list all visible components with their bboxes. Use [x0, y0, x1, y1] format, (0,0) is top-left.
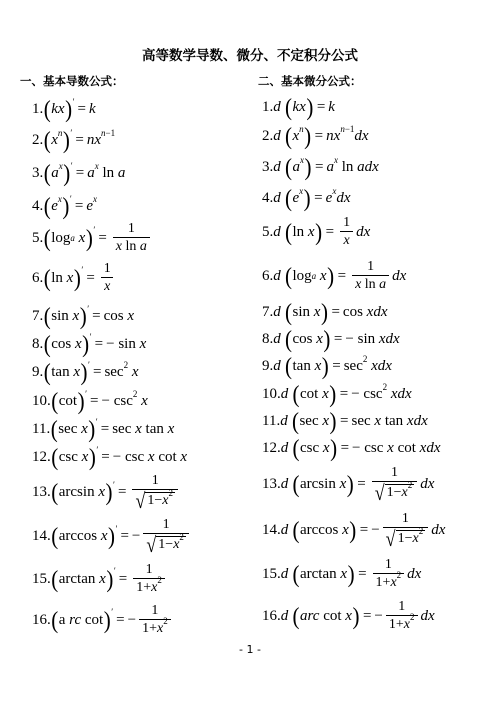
derivative-formula-14: 14. ( arccos x ) ′ = − 1 √ $1-x^2$ — [32, 518, 192, 555]
differential-formula-1: 1. d ( kx ) = k — [262, 93, 335, 121]
differential-formula-16: 16. d ( arc cot x ) = − $\frac{1}{1+x^2}$ dx — [262, 599, 435, 632]
formula-number: 10. — [262, 386, 281, 402]
derivative-formula-9: 9. ( tan x ) ′ = sec $^2$ x — [32, 358, 139, 386]
formula-number: 15. — [32, 570, 51, 587]
formula-number: 5. — [262, 223, 274, 240]
page-number: - 1 - — [239, 643, 261, 656]
differential-formula-5: 5. d ( ln x ) = $\frac{1}{x}$ dx — [262, 215, 371, 248]
formula-number: 12. — [262, 440, 281, 456]
derivative-formula-6: 6. ( ln x ) ′ = $\frac{1}{x}$ — [32, 262, 117, 294]
formula-number: 8. — [262, 331, 274, 347]
formula-number: 16. — [262, 607, 281, 624]
differential-formula-3: 3. d ( a $^x$ ) = a $^x$ ln adx — [262, 153, 379, 181]
differential-formula-6: 6. d ( log a x ) = $\frac{1}{\text{x ln a}}$ dx — [262, 259, 407, 292]
section-heading-differential: 二、基本微分公式： — [258, 74, 362, 88]
derivative-formula-10: 10. ( cot ) ′ = − csc $^2$ x — [32, 387, 148, 415]
section-heading-derivative: 一、基本导数公式： — [20, 74, 124, 88]
formula-number: 9. — [262, 358, 274, 374]
differential-formula-14: 14. d ( arccos x ) = − 1 √ $1-x^2$ dx — [262, 511, 446, 551]
formula-number: 9. — [32, 364, 44, 380]
formula-number: 2. — [262, 128, 274, 144]
formula-number: 12. — [32, 449, 51, 465]
differential-formula-4: 4. d ( e $^x$ ) = e $^x$ dx — [262, 184, 351, 212]
derivative-formula-7: 7. ( sin x ) ′ = cos x — [32, 302, 135, 330]
formula-number: 5. — [32, 229, 44, 246]
derivative-formula-16: 16. ( a rc cot ) ′ = − $\frac{1}{1+x^2}$ — [32, 604, 174, 636]
derivative-formula-12: 12. ( csc x ) ′ = − csc x cot x — [32, 443, 188, 471]
differential-formula-8: 8. d ( cos x ) = − sin xdx — [262, 325, 400, 353]
derivative-formula-1: 1. ( kx ) ′ = k — [32, 95, 96, 123]
formula-number: 3. — [262, 159, 274, 175]
differential-formula-7: 7. d ( sin x ) = cos xdx — [262, 298, 388, 326]
formula-number: 3. — [32, 165, 44, 181]
derivative-formula-8: 8. ( cos x ) ′ = − sin x — [32, 330, 147, 358]
formula-number: 14. — [262, 522, 281, 538]
differential-formula-15: 15. d ( arctan x ) = $\frac{1}{1+x^2}$ dx — [262, 557, 422, 590]
derivative-formula-5: 5. ( log a x ) ′ = $\frac{1}{\text{x ln a}}$ — [32, 222, 153, 254]
formula-number: 1. — [262, 99, 274, 115]
formula-number: 11. — [32, 421, 51, 437]
formula-number: 6. — [262, 267, 274, 284]
derivative-formula-13: 13. ( arcsin x ) ′ = 1 √ $1-x^2$ — [32, 474, 181, 511]
formula-number: 7. — [32, 308, 44, 324]
differential-formula-11: 11. d ( sec x ) = sec x tan xdx — [262, 407, 428, 435]
derivative-formula-3: 3. ( a $^x$ ) ′ = a $^x$ ln a — [32, 159, 126, 187]
formula-number: 14. — [32, 528, 51, 544]
formula-number: 11. — [262, 413, 281, 429]
formula-number: 4. — [262, 190, 274, 206]
formula-number: 7. — [262, 304, 274, 320]
derivative-formula-11: 11. ( sec x ) ′ = sec x tan x — [32, 415, 175, 443]
derivative-formula-4: 4. ( e $^x$ ) ′ = e $^x$ — [32, 192, 98, 220]
formula-number: 13. — [32, 484, 51, 500]
formula-number: 13. — [262, 476, 281, 492]
differential-formula-2: 2. d ( x $^n$ ) = nx $^{n -1}$ dx — [262, 122, 369, 150]
formula-number: 10. — [32, 393, 51, 409]
derivative-formula-15: 15. ( arctan x ) ′ = $\frac{1}{1+x^2}$ — [32, 563, 168, 595]
formula-number: 16. — [32, 611, 51, 628]
page-title: 高等数学导数、微分、不定积分公式 — [142, 48, 358, 64]
formula-number: 8. — [32, 336, 44, 352]
formula-number: 15. — [262, 565, 281, 582]
differential-formula-10: 10. d ( cot x ) = − csc $^2$ xdx — [262, 380, 412, 408]
derivative-formula-2: 2. ( x $^n$ ) ′ = nx $^{n -1}$ — [32, 126, 116, 154]
differential-formula-13: 13. d ( arcsin x ) = 1 √ $1-x^2$ dx — [262, 465, 435, 505]
formula-number: 2. — [32, 132, 44, 148]
formula-number: 6. — [32, 269, 44, 286]
formula-number: 1. — [32, 101, 44, 117]
differential-formula-9: 9. d ( tan x ) = sec $^2$ xdx — [262, 352, 392, 380]
differential-formula-12: 12. d ( csc x ) = − csc x cot xdx — [262, 434, 441, 462]
formula-number: 4. — [32, 198, 44, 214]
